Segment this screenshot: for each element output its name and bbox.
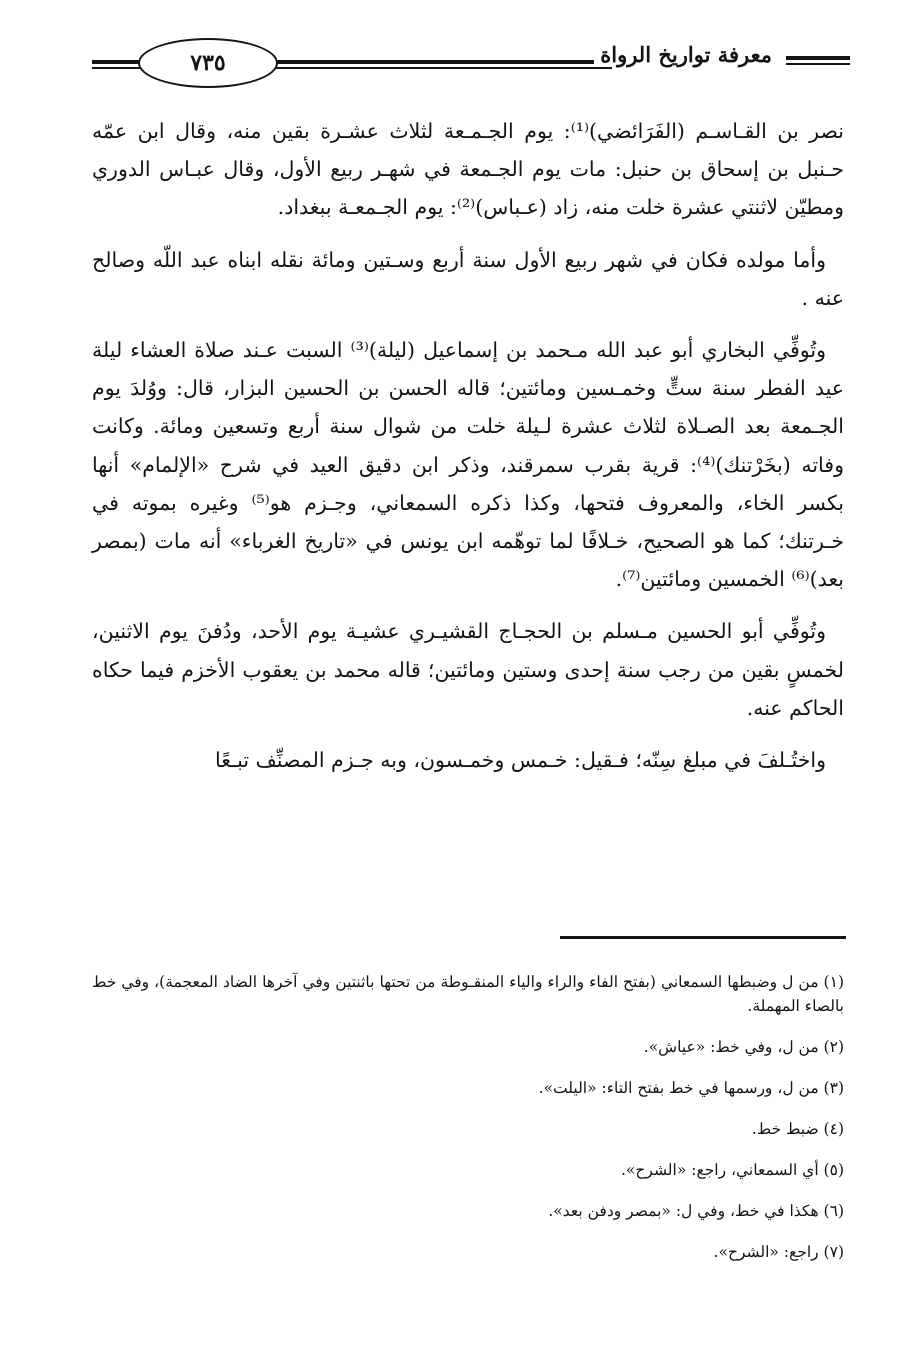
footnote: (٣) من ل، ورسمها في خط بفتح التاء: «اليلت». (538, 1079, 844, 1097)
footnotes (92, 970, 844, 1281)
paragraph: وتُوفِّي أبو الحسين مـسلم بن الحجـاج القشيـري عشيـة يوم الأحد، ودُفنَ يوم الاثنين، لخمسٍ بقين من رجب سنة إحدى وستين ومائتين؛ قاله محمد بن يعقوب الأخزم فيما حكاه الحاكم عنه. (92, 619, 844, 720)
header-rule-middle (232, 60, 612, 69)
footnote: (٤) ضبط خط. (751, 1120, 844, 1138)
paragraph: وتُوفِّي البخاري أبو عبد الله مـحمد بن إسماعيل (ليلة)⁽³⁾ السبت عـند صلاة العشاء ليلة عيد الفطر سنة ستٍّ وخمـسين ومائتين؛ قاله الحسن بن الحسين البزار، قال: ووُلدَ يوم الجـمعة بعد الصـلاة لثلاث عشرة لـيلة خلت من شوال سنة أربع وتسعين ومائة. وكانت وفاته (بخَرْتنك)⁽⁴⁾: قرية بقرب سمرقند، وذكر ابن دقيق العيد في شرح «الإلمام» أنها بكسر الخاء، والمعروف فتحها، وكذا ذكره السمعاني، وجـزم هو⁽⁵⁾ وغيره بموته في خـرتنك؛ كما هو الصحيح، خـلافًا لما توهّمه ابن يونس في «تاريخ الغرباء» أنه مات (بمصر بعد)⁽⁶⁾ الخمسين ومائتين⁽⁷⁾. (92, 338, 845, 592)
footnote: (٢) من ل، وفي خط: «عياش». (643, 1038, 844, 1056)
header-rule-right (786, 56, 850, 65)
footnote: (٧) راجع: «الشرح». (713, 1243, 844, 1261)
page-number-oval (138, 38, 278, 88)
footnote: (٥) أي السمعاني، راجع: «الشرح». (621, 1161, 844, 1179)
running-title: معرفة تواريخ الرواة (594, 42, 778, 67)
paragraph: واختُـلفَ في مبلغ سِنّه؛ فـقيل: خـمس وخمـسون، وبه جـزم المصنِّف تبـعًا (215, 748, 826, 773)
footnote: (٦) هكذا في خط، وفي ل: «بمصر ودفن بعد». (548, 1202, 844, 1220)
main-text (92, 112, 844, 793)
footnote: (١) من ل وضبطها السمعاني (بفتح الفاء والراء والياء المنقـوطة من تحتها باثنتين وفي آخرها الضاد المعجمة)، وفي خط بالصاء المهملة. (92, 973, 844, 1015)
paragraph: وأما مولده فكان في شهر ربيع الأول سنة أربع وسـتين ومائة نقله ابناه عبد اللّه وصالح عنه . (92, 247, 844, 310)
page-number: ٧٣٥ (190, 50, 226, 76)
running-header (92, 36, 850, 94)
footnote-separator (560, 936, 846, 939)
paragraph: نصر بن القـاسـم (الفَرَائضي)⁽¹⁾: يوم الجـمـعة لثلاث عشـرة بقين منه، وقال ابن عمّه حـنبل بن إسحاق بن حنبل: مات يوم الجـمعة في شهـر ربيع الأول، وقال عبـاس الدوري ومطيّن لاثنتي عشرة خلت منه، زاد (عـباس)⁽²⁾: يوم الجـمعـة ببغداد. (92, 119, 844, 220)
